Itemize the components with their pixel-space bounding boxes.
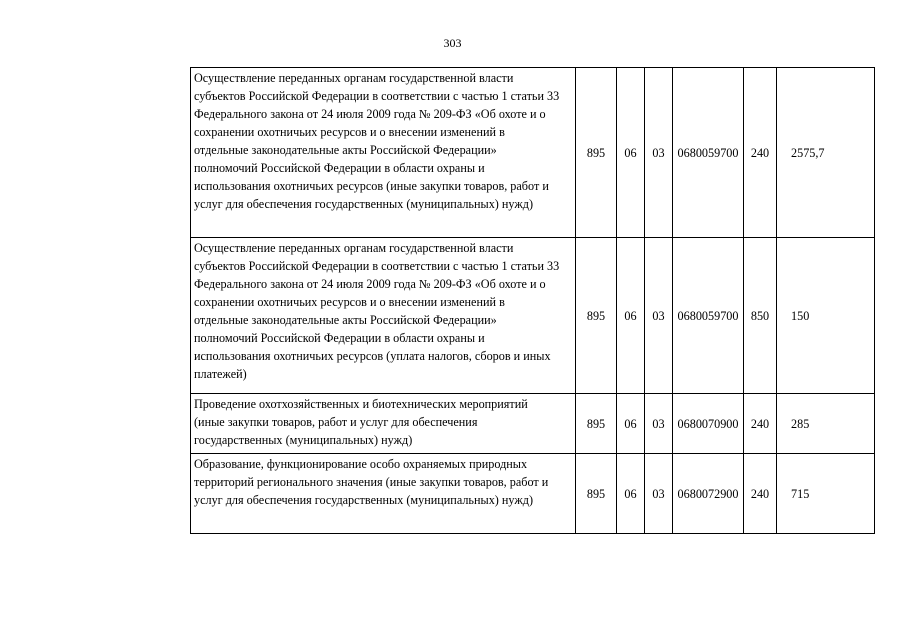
target-article-code: 0680070900 xyxy=(673,394,744,454)
ministry-code: 895 xyxy=(576,238,617,394)
amount: 715 xyxy=(777,454,875,534)
subsection-code: 03 xyxy=(645,238,673,394)
table-row xyxy=(191,238,875,394)
target-article-code: 0680059700 xyxy=(673,68,744,238)
row-description: Осуществление переданных органам государственной власти субъектов Российской Федерации в соответствии с частью 1 статьи 33 Федерального закона от 24 июля 2009 года № 209-ФЗ «Об охоте и о сохранении охотничьих ресурсов и о внесении изменений в отдельные законодательные акты Российской Федерации» полномочий Российской Федерации в области охраны и использования охотничьих ресурсов (уплата налогов, сборов и иных платежей) xyxy=(191,238,576,394)
table-row xyxy=(191,394,875,454)
expense-type-code: 240 xyxy=(744,68,777,238)
expense-type-code: 240 xyxy=(744,454,777,534)
ministry-code: 895 xyxy=(576,68,617,238)
ministry-code: 895 xyxy=(576,454,617,534)
amount: 285 xyxy=(777,394,875,454)
section-code: 06 xyxy=(617,454,645,534)
amount: 2575,7 xyxy=(777,68,875,238)
row-description: Проведение охотхозяйственных и биотехнических мероприятий (иные закупки товаров, работ и услуг для обеспечения государственных (муниципальных) нужд) xyxy=(191,394,576,454)
page-number: 303 xyxy=(443,36,462,50)
expense-type-code: 850 xyxy=(744,238,777,394)
budget-table xyxy=(190,67,875,534)
section-code: 06 xyxy=(617,394,645,454)
row-description: Образование, функционирование особо охраняемых природных территорий регионального значения (иные закупки товаров, работ и услуг для обеспечения государственных (муниципальных) нужд) xyxy=(191,454,576,534)
table-row xyxy=(191,68,875,238)
subsection-code: 03 xyxy=(645,454,673,534)
section-code: 06 xyxy=(617,238,645,394)
ministry-code: 895 xyxy=(576,394,617,454)
table-row xyxy=(191,454,875,534)
target-article-code: 0680072900 xyxy=(673,454,744,534)
expense-type-code: 240 xyxy=(744,394,777,454)
subsection-code: 03 xyxy=(645,68,673,238)
target-article-code: 0680059700 xyxy=(673,238,744,394)
row-description: Осуществление переданных органам государственной власти субъектов Российской Федерации в соответствии с частью 1 статьи 33 Федерального закона от 24 июля 2009 года № 209-ФЗ «Об охоте и о сохранении охотничьих ресурсов и о внесении изменений в отдельные законодательные акты Российской Федерации» полномочий Российской Федерации в области охраны и использования охотничьих ресурсов (иные закупки товаров, работ и услуг для обеспечения государственных (муниципальных) нужд) xyxy=(191,68,576,238)
amount: 150 xyxy=(777,238,875,394)
subsection-code: 03 xyxy=(645,394,673,454)
section-code: 06 xyxy=(617,68,645,238)
